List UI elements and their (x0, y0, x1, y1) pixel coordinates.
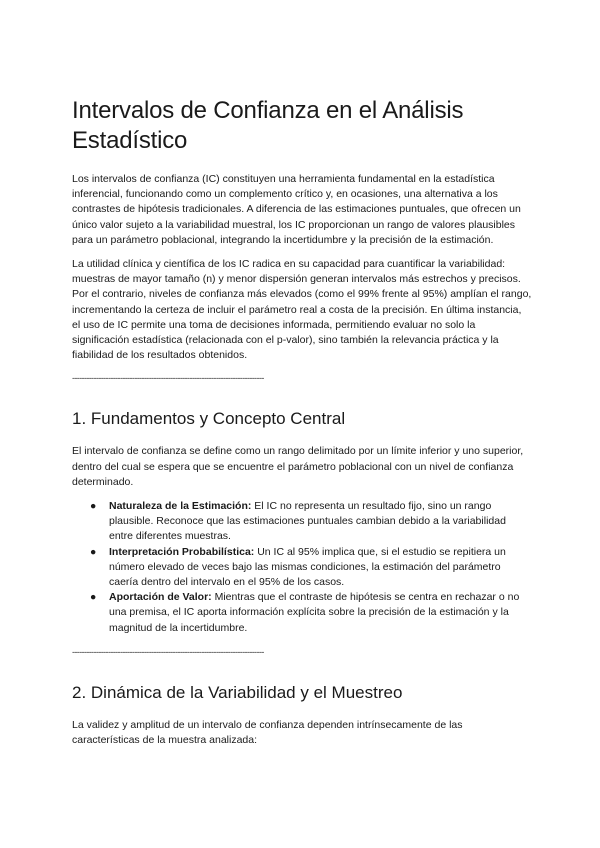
document-page (72, 96, 532, 757)
section-1-heading: 1. Fundamentos y Concepto Central (72, 409, 346, 429)
list-item-label: Aportación de Valor: (109, 591, 212, 604)
list-item (90, 590, 532, 636)
list-item-label: Interpretación Probabilística: (109, 545, 255, 558)
section-2-intro: La validez y amplitud de un intervalo de confianza dependen intrínsecamente de las características de la muestra analizada: (72, 718, 463, 747)
section-2-heading: 2. Dinámica de la Variabilidad y el Muestreo (72, 682, 403, 702)
section-1-list (72, 499, 532, 636)
bullet-icon: ● (90, 500, 97, 513)
section-1-intro: El intervalo de confianza se define como un rango delimitado por un límite inferior y uno superior, dentro del cual se espera que se encuentre el parámetro poblacional con un nivel de confianza determinado. (72, 445, 524, 488)
list-item-text: Un IC al 95% implica que, si el estudio se repitiera un número elevado de veces bajo las mismas condiciones, la estimación del parámetro caería dentro del intervalo en el 95% de los casos. (109, 545, 506, 589)
list-item-text: Mientras que el contraste de hipótesis se centra en rechazar o no una premisa, el IC aporta información explícita sobre la precisión de la estimación y la magnitud de la incertidumbre. (109, 591, 520, 634)
bullet-icon: ● (90, 545, 97, 558)
list-item-label: Naturaleza de la Estimación: (109, 500, 252, 513)
horizontal-rule: -------------------------------------------------------------------------------- (72, 373, 264, 384)
horizontal-rule: -------------------------------------------------------------------------------- (72, 646, 264, 657)
list-item (90, 499, 532, 545)
document-title: Intervalos de Confianza en el Análisis Estadístico (72, 97, 464, 154)
bullet-icon: ● (90, 591, 97, 604)
list-item (90, 545, 532, 591)
intro-paragraph-2: La utilidad clínica y científica de los IC radica en su capacidad para cuantificar la variabilidad: muestras de mayor tamaño (n) y menor dispersión generan intervalos más estrechos y precisos. Por el contrario, niveles de confianza más elevados (como el 99% frente al 95%) amplían el rango, incrementando la certeza de incluir el parámetro real a costa de la precisión. En última instancia, el uso de IC permite una toma de decisiones informada, permitiendo evaluar no solo la significación estadística (relacionada con el p-valor), sino también la relevancia práctica y la fiabilidad de los resultados obtenidos. (72, 258, 532, 362)
list-item-text: El IC no representa un resultado fijo, sino un rango plausible. Reconoce que las estimaciones puntuales cambian debido a la variabilidad entre diferentes muestras. (109, 500, 506, 543)
intro-paragraph-1: Los intervalos de confianza (IC) constituyen una herramienta fundamental en la estadística inferencial, funcionando como un complemento crítico y, en ocasiones, una alternativa a los contrastes de hipótesis tradicionales. A diferencia de las estimaciones puntuales, que ofrecen un único valor sujeto a la variabilidad muestral, los IC proporcionan un rango de valores plausibles para un parámetro poblacional, integrando la incertidumbre y la precisión de la estimación. (72, 173, 521, 246)
